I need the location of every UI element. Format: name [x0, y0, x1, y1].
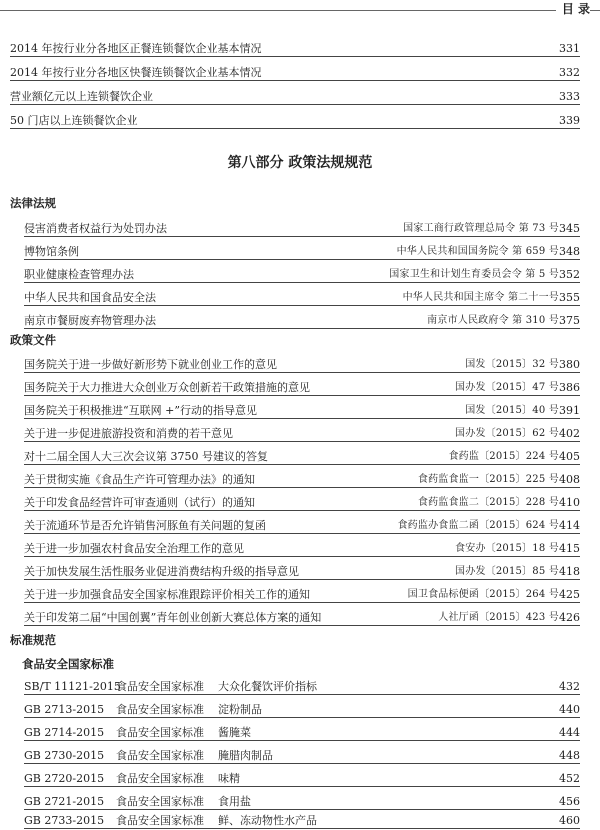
entry-doc-number: 中华人民共和国国务院令 第 659 号: [396, 246, 559, 257]
entry-title: 国务院关于大力推进大众创业万众创新若干政策措施的意见: [24, 381, 310, 394]
entry-title: 2014 年按行业分各地区正餐连锁餐饮企业基本情况: [10, 42, 262, 55]
subsection-heading: 食品安全国家标准: [22, 657, 114, 671]
standard-code: GB 2713-2015: [24, 703, 105, 716]
entry-title: 50 门店以上连锁餐饮企业: [10, 114, 138, 127]
entry-page: 348: [559, 245, 580, 258]
section-heading-standards: 标准规范: [10, 633, 56, 647]
toc-entry[interactable]: [24, 672, 580, 695]
standard-type: 食品安全国家标准: [116, 726, 204, 739]
entry-doc-number: 人社厅函〔2015〕423 号: [438, 612, 559, 623]
entry-title: 国务院关于进一步做好新形势下就业创业工作的意见: [24, 358, 277, 371]
standard-type: 食品安全国家标准: [116, 772, 204, 785]
entry-page: 402: [559, 427, 580, 440]
entry-page: 345: [559, 222, 580, 235]
entry-page: 386: [559, 381, 580, 394]
standard-code: GB 2730-2015: [24, 749, 105, 762]
entry-title: 食用盐: [218, 795, 251, 808]
entry-page: 425: [559, 588, 580, 601]
toc-entry[interactable]: [24, 442, 580, 465]
entry-title: 关于流通环节是否允许销售河豚鱼有关问题的复函: [24, 519, 266, 532]
toc-entry[interactable]: [24, 306, 580, 329]
standard-code: GB 2721-2015: [24, 795, 105, 808]
entry-page: 355: [559, 291, 580, 304]
toc-entry[interactable]: [10, 82, 580, 105]
toc-entry[interactable]: [24, 488, 580, 511]
entry-title: 2014 年按行业分各地区快餐连锁餐饮企业基本情况: [10, 66, 262, 79]
part-title: 第八部分 政策法规规范: [227, 155, 373, 171]
entry-doc-number: 国家工商行政管理总局令 第 73 号: [403, 223, 559, 234]
entry-page: 444: [559, 726, 580, 739]
entry-doc-number: 国家卫生和计划生育委员会令 第 5 号: [389, 269, 559, 280]
toc-entry[interactable]: [24, 237, 580, 260]
entry-title: 关于加快发展生活性服务业促进消费结构升级的指导意见: [24, 565, 299, 578]
toc-entry[interactable]: [24, 557, 580, 580]
header-rule: [0, 10, 600, 11]
entry-title: 关于进一步促进旅游投资和消费的若干意见: [24, 427, 233, 440]
toc-entry[interactable]: [24, 603, 580, 626]
entry-title: 淀粉制品: [218, 703, 262, 716]
toc-entry[interactable]: [24, 465, 580, 488]
entry-page: 414: [559, 519, 580, 532]
entry-doc-number: 食药监〔2015〕224 号: [448, 451, 559, 462]
toc-entry[interactable]: [24, 214, 580, 237]
entry-page: 418: [559, 565, 580, 578]
toc-entry[interactable]: [24, 718, 580, 741]
entry-page: 391: [559, 404, 580, 417]
entry-page: 456: [559, 795, 580, 808]
standard-type: 食品安全国家标准: [116, 703, 204, 716]
entry-page: 452: [559, 772, 580, 785]
toc-entry[interactable]: [24, 396, 580, 419]
entry-page: 331: [559, 42, 580, 55]
standard-type: 食品安全国家标准: [116, 795, 204, 808]
entry-title: 酱腌菜: [218, 726, 251, 739]
standard-code: GB 2733-2015: [24, 814, 105, 827]
toc-entry[interactable]: [24, 695, 580, 718]
entry-title: 关于进一步加强食品安全国家标准跟踪评价相关工作的通知: [24, 588, 310, 601]
entry-title: 关于印发食品经营许可审查通则（试行）的通知: [24, 496, 255, 509]
toc-entry[interactable]: [24, 373, 580, 396]
section-heading-laws: 法律法规: [10, 196, 56, 210]
entry-doc-number: 国发〔2015〕40 号: [465, 405, 559, 416]
standard-type: 食品安全国家标准: [116, 749, 204, 762]
standard-type: 食品安全国家标准: [116, 680, 204, 693]
entry-doc-number: 国卫食品标便函〔2015〕264 号: [407, 589, 559, 600]
entry-doc-number: 食安办〔2015〕18 号: [455, 543, 559, 554]
entry-title: 侵害消费者权益行为处罚办法: [24, 222, 167, 235]
toc-entry[interactable]: [24, 283, 580, 306]
entry-doc-number: 国办发〔2015〕62 号: [455, 428, 559, 439]
entry-page: 380: [559, 358, 580, 371]
toc-entry[interactable]: [24, 806, 580, 829]
entry-page: 426: [559, 611, 580, 624]
entry-title: 关于贯彻实施《食品生产许可管理办法》的通知: [24, 473, 255, 486]
entry-title: 关于进一步加强农村食品安全治理工作的意见: [24, 542, 244, 555]
toc-entry[interactable]: [24, 260, 580, 283]
entry-page: 460: [559, 814, 580, 827]
entry-title: 国务院关于积极推进“互联网 +”行动的指导意见: [24, 404, 257, 417]
toc-entry[interactable]: [24, 580, 580, 603]
entry-doc-number: 国办发〔2015〕85 号: [455, 566, 559, 577]
entry-page: 415: [559, 542, 580, 555]
entry-page: 352: [559, 268, 580, 281]
toc-entry[interactable]: [24, 741, 580, 764]
entry-doc-number: 食药监食监二〔2015〕228 号: [417, 497, 559, 508]
entry-page: 410: [559, 496, 580, 509]
toc-entry[interactable]: [10, 106, 580, 129]
toc-entry[interactable]: [10, 58, 580, 81]
entry-title: 对十二届全国人大三次会议第 3750 号建议的答复: [24, 450, 268, 463]
entry-doc-number: 南京市人民政府令 第 310 号: [427, 315, 559, 326]
entry-doc-number: 食药监食监一〔2015〕225 号: [417, 474, 559, 485]
section-header: 目 录: [556, 0, 590, 18]
entry-title: 中华人民共和国食品安全法: [24, 291, 156, 304]
toc-entry[interactable]: [24, 534, 580, 557]
entry-title: 南京市餐厨废弃物管理办法: [24, 314, 156, 327]
entry-title: 职业健康检查管理办法: [24, 268, 134, 281]
entry-title: 味精: [218, 772, 240, 785]
toc-entry[interactable]: [24, 511, 580, 534]
entry-doc-number: 国办发〔2015〕47 号: [455, 382, 559, 393]
entry-page: 333: [559, 90, 580, 103]
entry-doc-number: 食药监办食监二函〔2015〕624 号: [397, 520, 559, 531]
entry-title: 腌腊肉制品: [218, 749, 273, 762]
toc-entry[interactable]: [24, 419, 580, 442]
entry-page: 332: [559, 66, 580, 79]
entry-title: 鲜、冻动物性水产品: [218, 814, 317, 827]
entry-page: 408: [559, 473, 580, 486]
toc-entry[interactable]: [24, 764, 580, 787]
section-heading-policies: 政策文件: [10, 333, 56, 347]
entry-page: 432: [559, 680, 580, 693]
entry-page: 375: [559, 314, 580, 327]
toc-entry[interactable]: [10, 34, 580, 57]
entry-page: 405: [559, 450, 580, 463]
standard-code: SB/T 11121-2015: [24, 680, 121, 693]
entry-doc-number: 国发〔2015〕32 号: [465, 359, 559, 370]
entry-title: 关于印发第二届“中国创翼”青年创业创新大赛总体方案的通知: [24, 611, 322, 624]
entry-page: 448: [559, 749, 580, 762]
toc-entry[interactable]: [24, 350, 580, 373]
entry-title: 营业额亿元以上连锁餐饮企业: [10, 90, 153, 103]
entry-page: 339: [559, 114, 580, 127]
standard-code: GB 2714-2015: [24, 726, 105, 739]
entry-title: 博物馆条例: [24, 245, 79, 258]
entry-doc-number: 中华人民共和国主席令 第二十一号: [402, 292, 559, 303]
entry-page: 440: [559, 703, 580, 716]
entry-title: 大众化餐饮评价指标: [218, 680, 317, 693]
standard-type: 食品安全国家标准: [116, 814, 204, 827]
standard-code: GB 2720-2015: [24, 772, 105, 785]
